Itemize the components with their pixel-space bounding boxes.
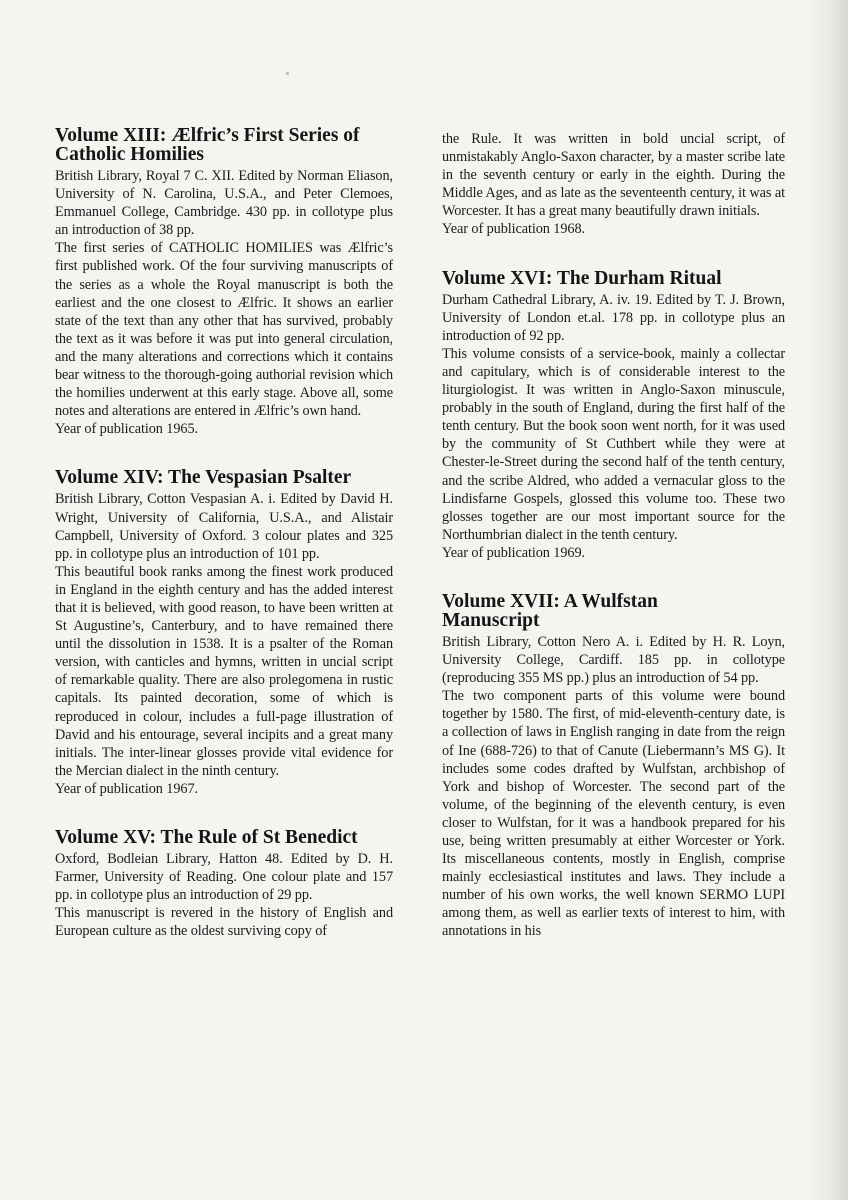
volume-description: The two component parts of this volume were bound together by 1580. The first, of mid-eleventh-century date, is a collection of laws in English ranging in date from the reign of Ine (688-726) to that of Canute (Liebermann’s MS G). It includes some codes drafted by Wulfstan, archbishop of York and bishop of Worcester. The second part of the volume, of the beginning of the eleventh century, is even closer to Wulfstan, for it was a handbook prepared for his use, being written presumably at either Worcester or York. Its miscellaneous contents, mostly in English, comprise mainly ecclesiastical institutes and laws. They include a number of his own works, the well known SERMO LUPI among them, as well as earlier texts of interest to him, with annotations in his — [442, 688, 785, 940]
publication-year: Year of publication 1965. — [55, 421, 198, 438]
publication-year: Year of publication 1969. — [442, 544, 585, 561]
volume-xvi — [442, 269, 785, 562]
left-column — [55, 126, 393, 940]
volume-description: This beautiful book ranks among the finest work produced in England in the eighth century and has the added interest that it is believed, with good reason, to have been written at St Augustine’s, Canterbury, and to have remained there until the dissolution in 1538. It is a psalter of the Roman version, with canticles and hymns, written in uncial script of remarkable quality. There are also prolegomena in rustic capitals. Its painted decoration, some of which is reproduced in colour, includes a full-page illustration of David and his entourage, several incipits and a great many initials. The inter-linear glosses provide vital evidence for the Mercian dialect in the ninth century. — [55, 563, 393, 779]
volume-title: Volume XIV: The Vespasian Psalter — [55, 467, 352, 489]
volume-description: This volume consists of a service-book, mainly a collectar and capitulary, which is of considerable interest to the liturgiologist. It was written in Anglo-Saxon minuscule, probably in the south of England, during the first half of the tenth century. But the book soon went north, for it was used by the community of St Cuthbert while they were at Chester-le-Street during the second half of the tenth century, and the scribe Aldred, who added a vernacular gloss to the Lindisfarne Gospels, glossed this volume too. These two glosses together are our most important source for the Northumbrian dialect in the tenth century. — [442, 345, 785, 543]
volume-title: Volume XV: The Rule of St Benedict — [55, 827, 358, 848]
publication-year: Year of publication 1967. — [55, 780, 198, 797]
volume-details: British Library, Royal 7 C. XII. Edited by Norman Eliason, University of N. Carolina, U.S.A., and Peter Clemoes, Emmanuel College, Cambridge. 430 pp. in collotype plus an introduction of 38 pp. — [55, 168, 393, 239]
publication-year: Year of publication 1968. — [442, 221, 585, 238]
volume-description: The first series of CATHOLIC HOMILIES was Ælfric’s first published work. Of the four surviving manuscripts of the series as a whole the Royal manuscript is both the earliest and the one closest to Ælfric. It shows an earlier state of the text than any other that has survived, probably the text as it was before it was put into general circulation, and the many alterations and corrections which it contains bear witness to the thorough-going authorial revision which the homilies underwent at this early stage. Above all, some notes and alterations are entered in Ælfric’s own hand. — [55, 240, 393, 420]
volume-xv-continued — [442, 130, 785, 239]
volume-details: Oxford, Bodleian Library, Hatton 48. Edited by D. H. Farmer, University of Reading. One colour plate and 157 pp. in collotype plus an introduction of 29 pp. — [55, 851, 393, 904]
volume-xiv — [55, 468, 393, 798]
volume-details: Durham Cathedral Library, A. iv. 19. Edited by T. J. Brown, University of London et.al. 178 pp. in collotype plus an introduction of 92 pp. — [442, 291, 785, 344]
volume-xvii — [442, 592, 785, 941]
paper-speck — [286, 72, 289, 75]
volume-details: British Library, Cotton Vespasian A. i. Edited by David H. Wright, University of California, U.S.A., and Alistair Campbell, University of Oxford. 3 colour plates and 325 pp. in collotype plus an introduction of 101 pp. — [55, 491, 393, 562]
volume-title: Volume XVI: The Durham Ritual — [442, 267, 722, 289]
volume-description-part1: This manuscript is revered in the history of English and European culture as the oldest surviving copy of — [55, 905, 393, 940]
page-edge-shadow — [804, 0, 848, 1200]
volume-xiii — [55, 126, 393, 438]
volume-xv — [55, 828, 393, 940]
volume-details: British Library, Cotton Nero A. i. Edited by H. R. Loyn, University College, Cardiff. 185 pp. in collotype (reproducing 355 MS pp.) plus an introduction of 54 pp. — [442, 633, 785, 687]
volume-title: Volume XIII: Ælfric’s First Series of Catholic Homilies — [55, 125, 360, 165]
volume-title: Volume XVII: A Wulfstan Manuscript — [442, 590, 658, 631]
volume-description-part2: the Rule. It was written in bold uncial script, of unmistakably Anglo-Saxon character, by a master scribe late in the seventh century or early in the eighth. During the Middle Ages, and as late as the seventeenth century, it was at Worcester. It has a great many beautifully drawn initials. — [442, 131, 785, 220]
right-column — [442, 130, 785, 941]
